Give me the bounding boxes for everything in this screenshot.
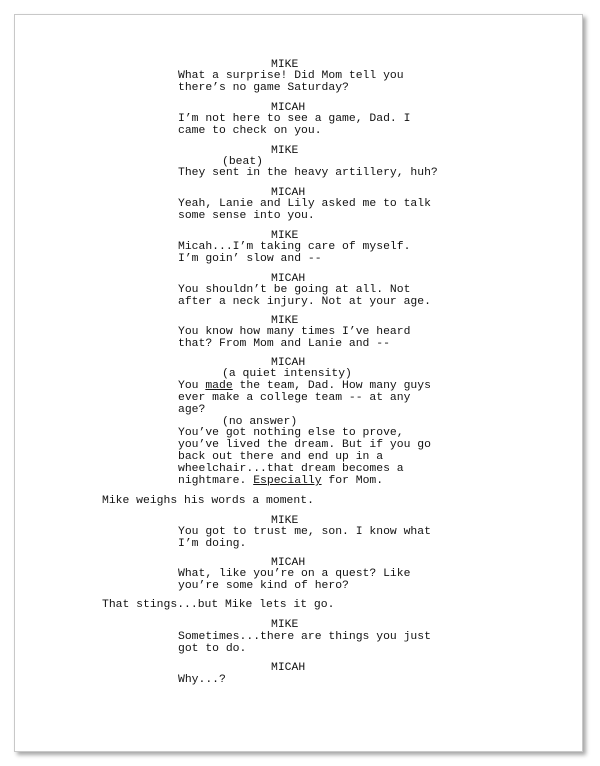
parenthetical: (beat) — [222, 156, 264, 168]
dialogue-line: What a surprise! Did Mom tell you — [178, 70, 404, 82]
character-cue: MIKE — [271, 619, 299, 631]
underlined-emphasis: made — [205, 380, 233, 392]
dialogue-line: some sense into you. — [178, 210, 315, 222]
character-cue: MICAH — [271, 662, 306, 674]
dialogue-line: after a neck injury. Not at your age. — [178, 296, 431, 308]
character-cue: MICAH — [271, 102, 306, 114]
dialogue-line: came to check on you. — [178, 125, 322, 137]
character-cue: MICAH — [271, 187, 306, 199]
script-page — [14, 14, 583, 752]
character-cue: MIKE — [271, 315, 299, 327]
dialogue-line: Yeah, Lanie and Lily asked me to talk — [178, 198, 431, 210]
dialogue-line: ever make a college team -- at any — [178, 392, 411, 404]
dialogue-line: They sent in the heavy artillery, huh? — [178, 167, 438, 179]
dialogue-line: nightmare. Especially for Mom. — [178, 475, 384, 487]
dialogue-line: What, like you’re on a quest? Like — [178, 568, 411, 580]
dialogue-line: age? — [178, 404, 206, 416]
dialogue-line: You know how many times I’ve heard — [178, 326, 411, 338]
character-cue: MIKE — [271, 515, 299, 527]
dialogue-line: You’ve got nothing else to prove, — [178, 427, 404, 439]
character-cue: MICAH — [271, 557, 306, 569]
action-line: That stings...but Mike lets it go. — [102, 599, 335, 611]
action-line: Mike weighs his words a moment. — [102, 495, 314, 507]
dialogue-line: there’s no game Saturday? — [178, 82, 349, 94]
character-cue: MICAH — [271, 357, 306, 369]
dialogue-line: that? From Mom and Lanie and -- — [178, 338, 390, 350]
dialogue-line: Why...? — [178, 674, 226, 686]
dialogue-line: I’m not here to see a game, Dad. I — [178, 113, 411, 125]
dialogue-line: I’m doing. — [178, 538, 247, 550]
dialogue-line: back out there and end up in a — [178, 451, 384, 463]
dialogue-line: you’re some kind of hero? — [178, 580, 349, 592]
dialogue-line: You shouldn’t be going at all. Not — [178, 284, 411, 296]
character-cue: MIKE — [271, 59, 299, 71]
underlined-emphasis: Especially — [253, 475, 322, 487]
dialogue-line: you’ve lived the dream. But if you go — [178, 439, 431, 451]
dialogue-line: Sometimes...there are things you just — [178, 631, 431, 643]
dialogue-line: wheelchair...that dream becomes a — [178, 463, 404, 475]
dialogue-line: I’m goin’ slow and -- — [178, 253, 322, 265]
dialogue-line: Micah...I’m taking care of myself. — [178, 241, 411, 253]
character-cue: MICAH — [271, 273, 306, 285]
dialogue-line: got to do. — [178, 643, 247, 655]
parenthetical: (a quiet intensity) — [222, 368, 352, 380]
character-cue: MIKE — [271, 230, 299, 242]
character-cue: MIKE — [271, 145, 299, 157]
parenthetical: (no answer) — [222, 416, 298, 428]
dialogue-line: You got to trust me, son. I know what — [178, 526, 431, 538]
dialogue-line: You made the team, Dad. How many guys — [178, 380, 431, 392]
